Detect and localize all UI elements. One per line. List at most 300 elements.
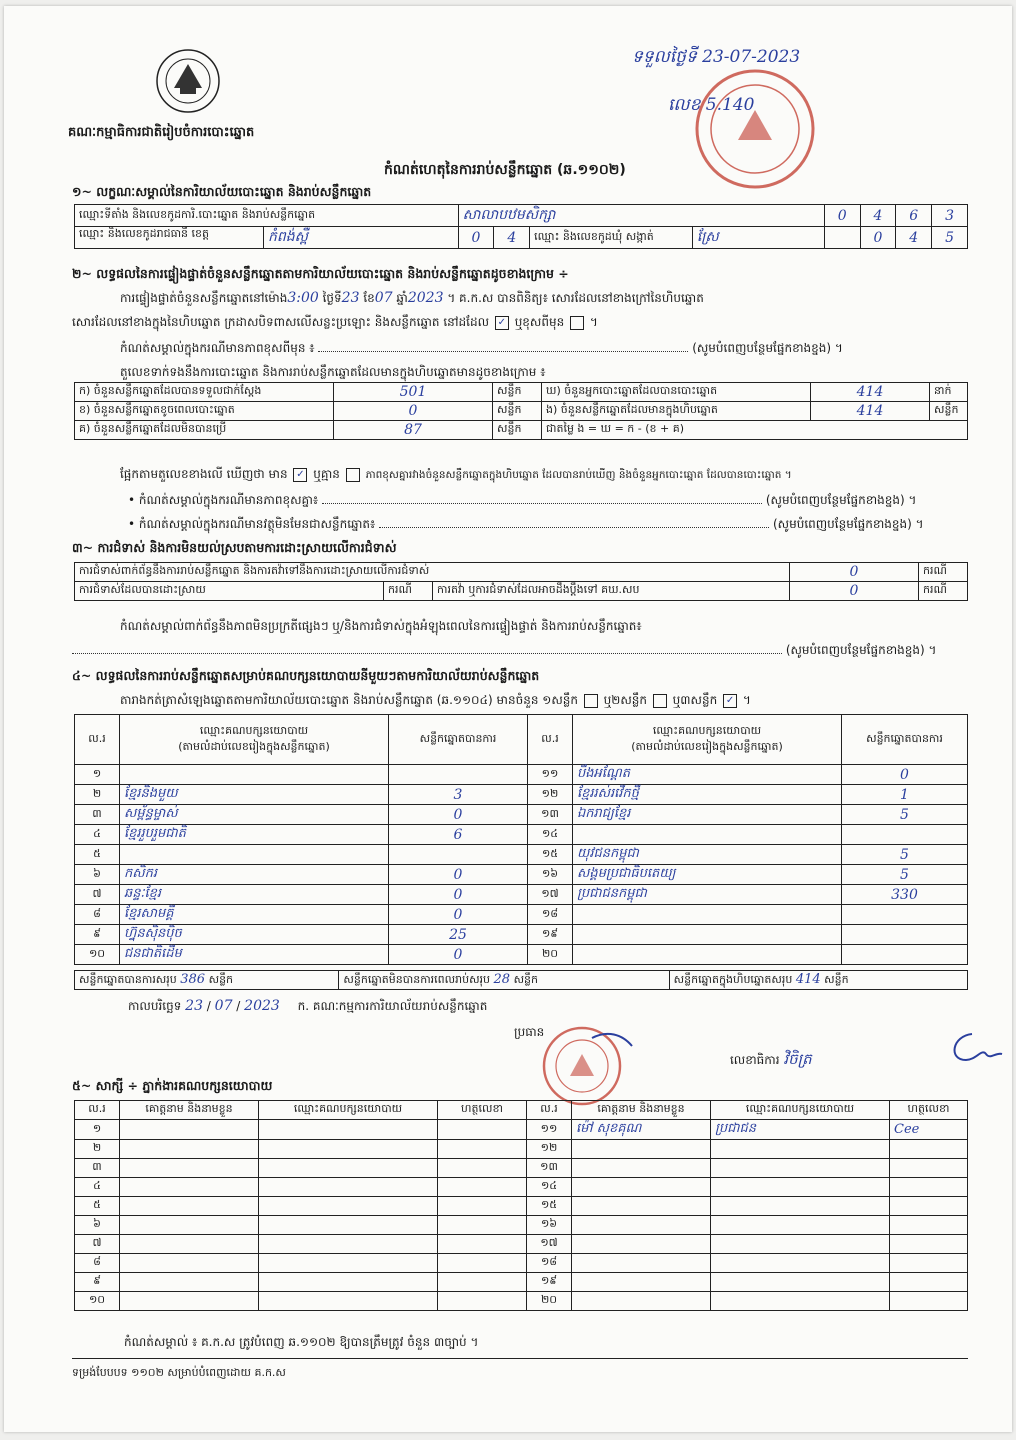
total-invalid-value: 28	[493, 971, 511, 987]
cell-party: សម្ព័ន្ធម្ចាស់	[120, 805, 389, 825]
witness-header-row	[75, 1101, 968, 1120]
cell-no: ៩	[75, 1273, 120, 1292]
results-row	[75, 885, 968, 905]
cell-party: ប្រជាជនកម្ពុជា	[573, 885, 842, 905]
cell-votes	[842, 825, 968, 845]
witness-row	[75, 1140, 968, 1159]
col-no: ល.រ	[527, 1101, 572, 1120]
cell-no: ១៣	[527, 1159, 572, 1178]
tally-sheet-line: តារាងកត់ត្រាសំឡេងឆ្នោតតាមការិយាល័យបោះឆ្នោត និងរាប់សន្លឹកឆ្នោត (ឆ.១១០៤) មានចំនួន ១សន្លឹក ឬ២សន្លឹក ឬ៣សន្លឹក ✓ ។	[120, 693, 751, 707]
cell-votes: 0	[389, 885, 528, 905]
cell-sign: Cee	[890, 1120, 968, 1140]
cell-no: ៣	[75, 805, 120, 825]
cell-party	[573, 825, 842, 845]
foreign-object-note-field[interactable]	[379, 527, 769, 528]
cell-party: ជនជាតិដើម	[120, 945, 389, 965]
spoiled-ballots-label: ខ) ចំនួនសន្លឹកឆ្នោតខូចពេលបោះឆ្នោត	[75, 402, 334, 421]
cell-no: ៥	[75, 845, 120, 865]
results-row	[75, 845, 968, 865]
cell-votes	[389, 765, 528, 785]
total-box-value: 414	[795, 971, 821, 987]
cell-votes: 5	[842, 805, 968, 825]
unit-sheet: សន្លឹក	[824, 972, 849, 986]
cell-votes	[389, 845, 528, 865]
col-party: ឈ្មោះគណបក្សនយោបាយ	[711, 1101, 890, 1120]
commune-code-digit: 5	[932, 227, 968, 249]
different-checkbox[interactable]	[570, 316, 584, 330]
difference-note-field[interactable]	[318, 351, 688, 352]
location-label: ឈ្មោះទីតាំង និងលេខកូដការិ.បោះឆ្នោត និងរាប់សន្លឹកឆ្នោត	[75, 205, 459, 227]
col-party-title: ឈ្មោះគណបក្សនយោបាយ	[652, 723, 762, 737]
received-ballots-value: 501	[334, 383, 493, 402]
col-sign: ហត្ថលេខា	[890, 1101, 968, 1120]
unit-sheet: សន្លឹក	[493, 421, 542, 440]
province-value: កំពង់ស្ពឺ	[268, 229, 308, 245]
province-row	[75, 227, 968, 249]
cell-party: ប្រជាជន	[711, 1120, 890, 1140]
secretary-name: វិចិត្រ	[783, 1050, 812, 1068]
resolved-label: ការជំទាស់ដែលបានដោះស្រាយ	[75, 582, 384, 601]
cell-votes: 25	[389, 925, 528, 945]
cell-party	[711, 1178, 890, 1197]
verify-text-b: ថ្ងៃទី	[322, 291, 342, 305]
results-row	[75, 905, 968, 925]
cell-no: ៣	[75, 1159, 120, 1178]
total-box	[669, 971, 967, 990]
total-invalid-label: សន្លឹកឆ្នោតមិនបានការពេលរាប់សរុប	[343, 972, 491, 986]
province-code-digit: 0	[458, 227, 494, 249]
cell-no: ១១	[528, 765, 573, 785]
cell-name	[572, 1254, 711, 1273]
secretary-signature-icon	[942, 1026, 1006, 1075]
committee-label: ក. គណៈកម្មការការិយាល័យរាប់សន្លឹកឆ្នោត	[297, 999, 488, 1013]
cell-no: ១៣	[528, 805, 573, 825]
cell-party	[711, 1216, 890, 1235]
foreign-object-note-label: • កំណត់សម្គាល់ក្នុងករណីមានវត្ថុមិនមែនជាសន្លឹកឆ្នោត៖	[128, 517, 376, 531]
location-code-digit: 0	[824, 205, 860, 227]
cell-party	[711, 1235, 890, 1254]
commune-value: ស្រែ	[692, 227, 824, 249]
cell-name	[120, 1120, 259, 1140]
cell-votes: 1	[842, 785, 968, 805]
results-header-row	[75, 715, 968, 765]
cell-sign	[890, 1235, 968, 1254]
cell-no: ១៩	[527, 1273, 572, 1292]
date-year: 2023	[244, 998, 280, 1014]
verify-text-a: ការផ្ទៀងផ្ទាត់ចំនួនសន្លឹកឆ្នោតនៅម៉ោង	[120, 291, 288, 305]
cell-party	[259, 1254, 438, 1273]
cell-votes	[842, 945, 968, 965]
voters-label: ឃ) ចំនួនអ្នកបោះឆ្នោតដែលបានបោះឆ្នោត	[542, 383, 811, 402]
complaints-label: ការជំទាស់ពាក់ព័ន្ធនឹងការរាប់សន្លឹកឆ្នោត និងការតវ៉ាទៅនឹងការដោះស្រាយលើការជំទាស់	[75, 563, 790, 582]
cell-name	[572, 1235, 711, 1254]
cell-no: ២០	[528, 945, 573, 965]
results-row	[75, 865, 968, 885]
totals-table	[74, 970, 968, 990]
cell-party: បឹងអណ្តែត	[573, 765, 842, 785]
two-sheets-checkbox[interactable]	[653, 694, 667, 708]
cell-no: ៨	[75, 1254, 120, 1273]
verify-text-c: ខែ	[363, 291, 375, 305]
cell-no: ១២	[527, 1140, 572, 1159]
col-party-subtitle: (តាមលំដាប់លេខរៀងក្នុងសន្លឹកឆ្នោត)	[178, 739, 330, 753]
witness-row	[75, 1178, 968, 1197]
cell-name	[120, 1235, 259, 1254]
cell-sign	[438, 1120, 527, 1140]
cell-sign	[438, 1178, 527, 1197]
cell-party	[573, 925, 842, 945]
cell-no: ៧	[75, 1235, 120, 1254]
cell-name	[572, 1292, 711, 1311]
results-row	[75, 825, 968, 845]
footer-rule	[72, 1358, 968, 1359]
verify-time: 3:00	[287, 290, 319, 306]
same-checkbox[interactable]: ✓	[495, 316, 509, 330]
cell-sign	[438, 1273, 527, 1292]
cell-party	[259, 1197, 438, 1216]
results-row	[75, 925, 968, 945]
discrepancy-note-field[interactable]	[322, 503, 762, 504]
received-date: 23-07-2023	[702, 47, 801, 67]
cell-no: ១៨	[528, 905, 573, 925]
has-discrepancy-checkbox[interactable]: ✓	[293, 468, 307, 482]
totals-row	[75, 971, 968, 990]
cell-party	[259, 1235, 438, 1254]
unit-sheet: សន្លឹក	[513, 972, 539, 986]
witness-row	[75, 1292, 968, 1311]
cell-no: ៦	[75, 1216, 120, 1235]
cell-votes: 6	[389, 825, 528, 845]
province-label	[75, 227, 459, 249]
footnote: កំណត់សម្គាល់ ៖ គ.ក.ស ត្រូវបំពេញ ឆ.១១០២ ឱ្យបានត្រឹមត្រូវ ចំនួន ៣ច្បាប់ ។	[124, 1335, 479, 1349]
cell-sign	[438, 1292, 527, 1311]
difference-note-line	[120, 340, 960, 358]
commune-code-digit: 4	[896, 227, 932, 249]
witness-row	[75, 1216, 968, 1235]
cell-name	[572, 1273, 711, 1292]
unit-person: នាក់	[930, 383, 968, 402]
cell-sign	[438, 1140, 527, 1159]
figures-row	[75, 383, 968, 402]
cell-party	[711, 1159, 890, 1178]
secretary-label: លេខាធិការ	[730, 1053, 780, 1067]
discrepancy-text-b: ឬគ្មាន	[313, 467, 340, 481]
cell-party: ហ្វ៊ុនស៊ិនប៉ិច	[120, 925, 389, 945]
total-invalid	[339, 971, 669, 990]
location-code-digit: 6	[896, 205, 932, 227]
cell-party	[711, 1273, 890, 1292]
cell-party	[573, 945, 842, 965]
cell-party: ខ្មែរនិងមួយ	[120, 785, 389, 805]
foreign-object-note-line	[128, 516, 924, 534]
verification-line-1	[120, 290, 704, 308]
col-name: គោត្តនាម និងនាមខ្លួន	[572, 1101, 711, 1120]
col-votes: សន្លឹកឆ្នោតបានការ	[389, 715, 528, 765]
witness-row	[75, 1254, 968, 1273]
col-no: ល.រ	[75, 715, 120, 765]
unused-ballots-value: 87	[334, 421, 493, 440]
cell-votes: 0	[842, 765, 968, 785]
received-number: 5.140	[705, 95, 755, 115]
cell-party	[259, 1178, 438, 1197]
cell-party	[259, 1292, 438, 1311]
total-valid-value: 386	[180, 971, 206, 987]
form-title: កំណត់ហេតុនៃការរាប់សន្លឹកឆ្នោត (ឆ.១១០២)	[384, 162, 626, 178]
verification-line-2: សោរដែលនៅខាងក្នុងនៃហិបឆ្នោត ក្រដាសបិទពាសលើសន្លះប្រឡោះ និងសន្លឹកឆ្នោត នៅដដែល ✓ ឬខុសពីមុន ។	[72, 315, 598, 329]
cell-name	[120, 1178, 259, 1197]
unit-case: ករណី	[919, 563, 968, 582]
verify-text-d: ឆ្នាំ	[396, 291, 408, 305]
irregularity-fill-note: (សូមបំពេញបន្ថែមផ្នែកខាងខ្នង) ។	[785, 643, 937, 657]
col-party: ឈ្មោះគណបក្សនយោបាយ	[259, 1101, 438, 1120]
results-row	[75, 765, 968, 785]
cell-name	[572, 1216, 711, 1235]
cell-name	[120, 1254, 259, 1273]
cell-votes: 0	[389, 805, 528, 825]
cell-sign	[890, 1292, 968, 1311]
col-no: ល.រ	[75, 1101, 120, 1120]
cell-sign	[438, 1254, 527, 1273]
discrepancy-text-c: ភាពខុសគ្នារវាងចំនួនសន្លឹកឆ្នោតក្នុងហិបឆ្នោត ដែលបានរាប់ឃើញ និងចំនួនអ្នកបោះឆ្នោត ដែលបានបោះឆ្នោត ។	[365, 469, 792, 481]
witness-row	[75, 1159, 968, 1178]
cell-no: ៩	[75, 925, 120, 945]
cell-party: ខ្មែររួបរួមជាតិ	[120, 825, 389, 845]
col-name: គោត្តនាម និងនាមខ្លួន	[120, 1101, 259, 1120]
received-ballots-label: ក) ចំនួនសន្លឹកឆ្នោតដែលបានទទួលជាក់ស្តែង	[75, 383, 334, 402]
cell-no: ២	[75, 785, 120, 805]
col-votes: សន្លឹកឆ្នោតបានការ	[842, 715, 968, 765]
document-page	[4, 6, 1012, 1432]
no-discrepancy-checkbox[interactable]	[346, 468, 360, 482]
cell-sign	[438, 1235, 527, 1254]
location-value: សាលាបឋមសិក្សា	[458, 205, 824, 227]
cell-sign	[890, 1159, 968, 1178]
total-valid	[75, 971, 339, 990]
cell-no: ២០	[527, 1292, 572, 1311]
cell-party	[120, 765, 389, 785]
location-code-digit: 4	[860, 205, 896, 227]
cell-no: ៦	[75, 865, 120, 885]
cell-party	[711, 1292, 890, 1311]
cell-no: ១៦	[527, 1216, 572, 1235]
secretary-line	[730, 1050, 812, 1072]
received-label: ទទួលថ្ងៃទី	[632, 47, 697, 67]
cell-party	[573, 905, 842, 925]
col-sign: ហត្ថលេខា	[438, 1101, 527, 1120]
cell-no: ៥	[75, 1197, 120, 1216]
section-1-heading: ១~ លក្ខណៈសម្គាល់នៃការិយាល័យបោះឆ្នោត និងរាប់សន្លឹកឆ្នោត	[72, 184, 372, 199]
cell-votes: 5	[842, 865, 968, 885]
cell-no: ១	[75, 765, 120, 785]
nec-logo-icon	[152, 48, 224, 114]
col-party-title: ឈ្មោះគណបក្សនយោបាយ	[199, 723, 309, 737]
province-code-digit: 4	[494, 227, 530, 249]
results-table	[74, 714, 968, 965]
figures-row	[75, 402, 968, 421]
cell-sign	[438, 1216, 527, 1235]
foreign-object-fill-note: (សូមបំពេញបន្ថែមផ្នែកខាងខ្នង) ។	[772, 517, 924, 531]
verify-year: 2023	[407, 290, 444, 306]
irregularity-note: កំណត់សម្គាល់ពាក់ព័ន្ធនឹងភាពមិនប្រក្រតីផ្សេងៗ ឬ/និងការជំទាស់ក្នុងអំឡុងពេលនៃការផ្ទៀងផ្ទាត់ និងការរាប់សន្លឹកឆ្នោត៖	[120, 619, 642, 633]
one-sheet-checkbox[interactable]	[584, 694, 598, 708]
results-row	[75, 805, 968, 825]
cell-no: ១៥	[528, 845, 573, 865]
org-name: គណៈកម្មាធិការជាតិរៀបចំការបោះឆ្នោត	[68, 125, 255, 140]
official-stamp-icon	[694, 68, 816, 193]
difference-fill-note: (សូមបំពេញបន្ថែមផ្នែកខាងខ្នង) ។	[692, 341, 843, 355]
date-day: 23	[185, 998, 203, 1014]
cell-party	[259, 1216, 438, 1235]
irregularity-note-field[interactable]	[72, 653, 782, 654]
cell-party: កសិករ	[120, 865, 389, 885]
figures-table	[74, 382, 968, 440]
cell-name	[572, 1197, 711, 1216]
witness-table	[74, 1100, 968, 1311]
total-valid-label: សន្លឹកឆ្នោតបានការសរុប	[79, 972, 177, 986]
cell-sign	[438, 1197, 527, 1216]
committee-stamp-icon	[532, 1020, 652, 1109]
cell-no: ១៤	[527, 1178, 572, 1197]
cell-no: ១៧	[528, 885, 573, 905]
formula: ជាតម្លៃ ង = ឃ = ក - (ខ + គ)	[542, 421, 968, 440]
unit-sheet: សន្លឹក	[493, 402, 542, 421]
results-row	[75, 945, 968, 965]
cell-name	[120, 1292, 259, 1311]
three-sheets-checkbox[interactable]: ✓	[723, 694, 737, 708]
cell-sign	[890, 1273, 968, 1292]
total-box-label: សន្លឹកឆ្នោតក្នុងហិបឆ្នោតសរុប	[673, 972, 793, 986]
cell-no: ១៦	[528, 865, 573, 885]
col-no: ល.រ	[528, 715, 573, 765]
cell-sign	[890, 1254, 968, 1273]
col-party	[120, 715, 389, 765]
verify-day: 23	[341, 290, 360, 306]
ballots-in-box-value: 414	[811, 402, 930, 421]
cell-no: ១៥	[527, 1197, 572, 1216]
results-row	[75, 785, 968, 805]
voters-value: 414	[811, 383, 930, 402]
cell-name	[120, 1197, 259, 1216]
cell-sign	[890, 1197, 968, 1216]
witness-row	[75, 1197, 968, 1216]
location-code-digit: 3	[932, 205, 968, 227]
unit-case: ករណី	[384, 582, 433, 601]
cell-name	[120, 1216, 259, 1235]
commune-code-digit	[824, 227, 860, 249]
section-2-heading: ២~ លទ្ធផលនៃការផ្ទៀងផ្ទាត់ចំនួនសន្លឹកឆ្នោតតាមការិយាល័យបោះឆ្នោត និងរាប់សន្លឹកឆ្នោតដូចខាងក្រោម ÷	[72, 266, 569, 281]
cell-party	[259, 1140, 438, 1159]
complaints-table	[74, 562, 968, 601]
cell-party: ឯករាជ្យខ្មែរ	[573, 805, 842, 825]
complaints-row	[75, 563, 968, 582]
cell-name	[120, 1273, 259, 1292]
cell-name	[572, 1159, 711, 1178]
discrepancy-note-label: • កំណត់សម្គាល់ក្នុងករណីមានភាពខុសគ្នា៖	[128, 493, 319, 507]
cell-no: ៤	[75, 825, 120, 845]
irregularity-note-line	[72, 642, 936, 660]
cell-party	[259, 1159, 438, 1178]
cell-sign	[890, 1216, 968, 1235]
cell-no: ១០	[75, 945, 120, 965]
cell-party	[711, 1197, 890, 1216]
location-row	[75, 205, 968, 227]
cell-no: ៨	[75, 905, 120, 925]
cell-no: ១	[75, 1120, 120, 1140]
cell-no: ១៧	[527, 1235, 572, 1254]
discrepancy-fill-note: (សូមបំពេញបន្ថែមផ្នែកខាងខ្នង) ។	[765, 493, 917, 507]
footer-text: ទម្រង់បែបបទ ១១០២ សម្រាប់បំពេញដោយ គ.ក.ស	[72, 1366, 286, 1379]
witness-row	[75, 1120, 968, 1140]
complaints-value: 0	[790, 563, 919, 582]
section-3-heading: ៣~ ការជំទាស់ និងការមិនយល់ស្របតាមការដោះស្រាយលើការជំទាស់	[72, 540, 397, 555]
unit-case: ករណី	[919, 582, 968, 601]
signing-date-line: កាលបរិច្ឆេទ 23 / 07 / 2023 ក. គណៈកម្មការការិយាល័យរាប់សន្លឹកឆ្នោត	[128, 998, 488, 1014]
cell-votes: 0	[389, 865, 528, 885]
unit-sheet: សន្លឹក	[208, 972, 234, 986]
province-label-text: ឈ្មោះ និងលេខកូដរាជធានី ខេត្ត	[75, 227, 264, 248]
complaints-row	[75, 582, 968, 601]
cell-no: ៤	[75, 1178, 120, 1197]
unit-sheet: សន្លឹក	[930, 402, 968, 421]
cell-name: ម៉ៅ សុខគុណ	[572, 1120, 711, 1140]
cell-votes: 0	[389, 945, 528, 965]
cell-party	[711, 1254, 890, 1273]
location-table	[74, 204, 968, 249]
cell-party: យុវជនកម្ពុជា	[573, 845, 842, 865]
cell-no: ២	[75, 1140, 120, 1159]
ballots-in-box-label: ង) ចំនួនសន្លឹកឆ្នោតដែលមានក្នុងហិបឆ្នោត	[542, 402, 811, 421]
appeal-value: 0	[790, 582, 919, 601]
cell-name	[120, 1159, 259, 1178]
cell-votes: 5	[842, 845, 968, 865]
cell-party	[259, 1273, 438, 1292]
commune-label: ឈ្មោះ និងលេខកូដឃុំ សង្កាត់	[530, 227, 693, 249]
two-sheets-label: ឬ២សន្លឹក	[603, 693, 648, 707]
cell-no: ១១	[527, 1120, 572, 1140]
cell-name	[572, 1140, 711, 1159]
commune-code-digit: 0	[860, 227, 896, 249]
verify-month: 07	[374, 290, 393, 306]
witness-row	[75, 1235, 968, 1254]
cell-no: ១៩	[528, 925, 573, 945]
cell-votes	[842, 925, 968, 945]
witness-row	[75, 1273, 968, 1292]
figures-intro: តួលេខទាក់ទងនឹងការបោះឆ្នោត និងការរាប់សន្លឹកឆ្នោតដែលមានក្នុងហិបឆ្នោតមានដូចខាងក្រោម ៖	[120, 365, 546, 379]
cell-sign	[438, 1159, 527, 1178]
cell-votes: 0	[389, 905, 528, 925]
figures-row	[75, 421, 968, 440]
appeal-label: ការតវ៉ា ឬការជំទាស់ដែលអាចដឹងប្តឹងទៅ គឃ.សប	[433, 582, 790, 601]
section-5-heading: ៥~ សាក្សី ÷ ភ្នាក់ងារគណបក្សនយោបាយ	[72, 1078, 273, 1093]
cell-party: សង្គមប្រជាធិបតេយ្យ	[573, 865, 842, 885]
chair-label: ប្រធាន	[514, 1025, 545, 1039]
cell-party	[711, 1140, 890, 1159]
cell-party	[120, 845, 389, 865]
cell-party	[259, 1120, 438, 1140]
received-num-label: លេខ	[668, 95, 701, 115]
section-4-heading: ៤~ លទ្ធផលនៃការរាប់សន្លឹកឆ្នោតសម្រាប់គណបក្សនយោបាយនីមួយៗតាមការិយាល័យរាប់សន្លឹកឆ្នោត	[72, 668, 540, 683]
difference-note-label: កំណត់សម្គាល់ក្នុងករណីមានភាពខុសពីមុន ៖	[120, 341, 315, 355]
date-month: 07	[214, 998, 233, 1014]
different-label: ឬខុសពីមុន	[514, 315, 565, 329]
verify-text-e: ។ គ.ក.ស បានពិនិត្យ៖ សោរដែលនៅខាងក្រៅនៃហិបឆ្នោត	[447, 291, 704, 305]
cell-party: ខ្មែររស់រវើកថ្មី	[573, 785, 842, 805]
cell-name	[120, 1140, 259, 1159]
unit-sheet: សន្លឹក	[493, 383, 542, 402]
cell-no: ៧	[75, 885, 120, 905]
spoiled-ballots-value: 0	[334, 402, 493, 421]
col-party-subtitle: (តាមលំដាប់លេខរៀងក្នុងសន្លឹកឆ្នោត)	[631, 739, 783, 753]
